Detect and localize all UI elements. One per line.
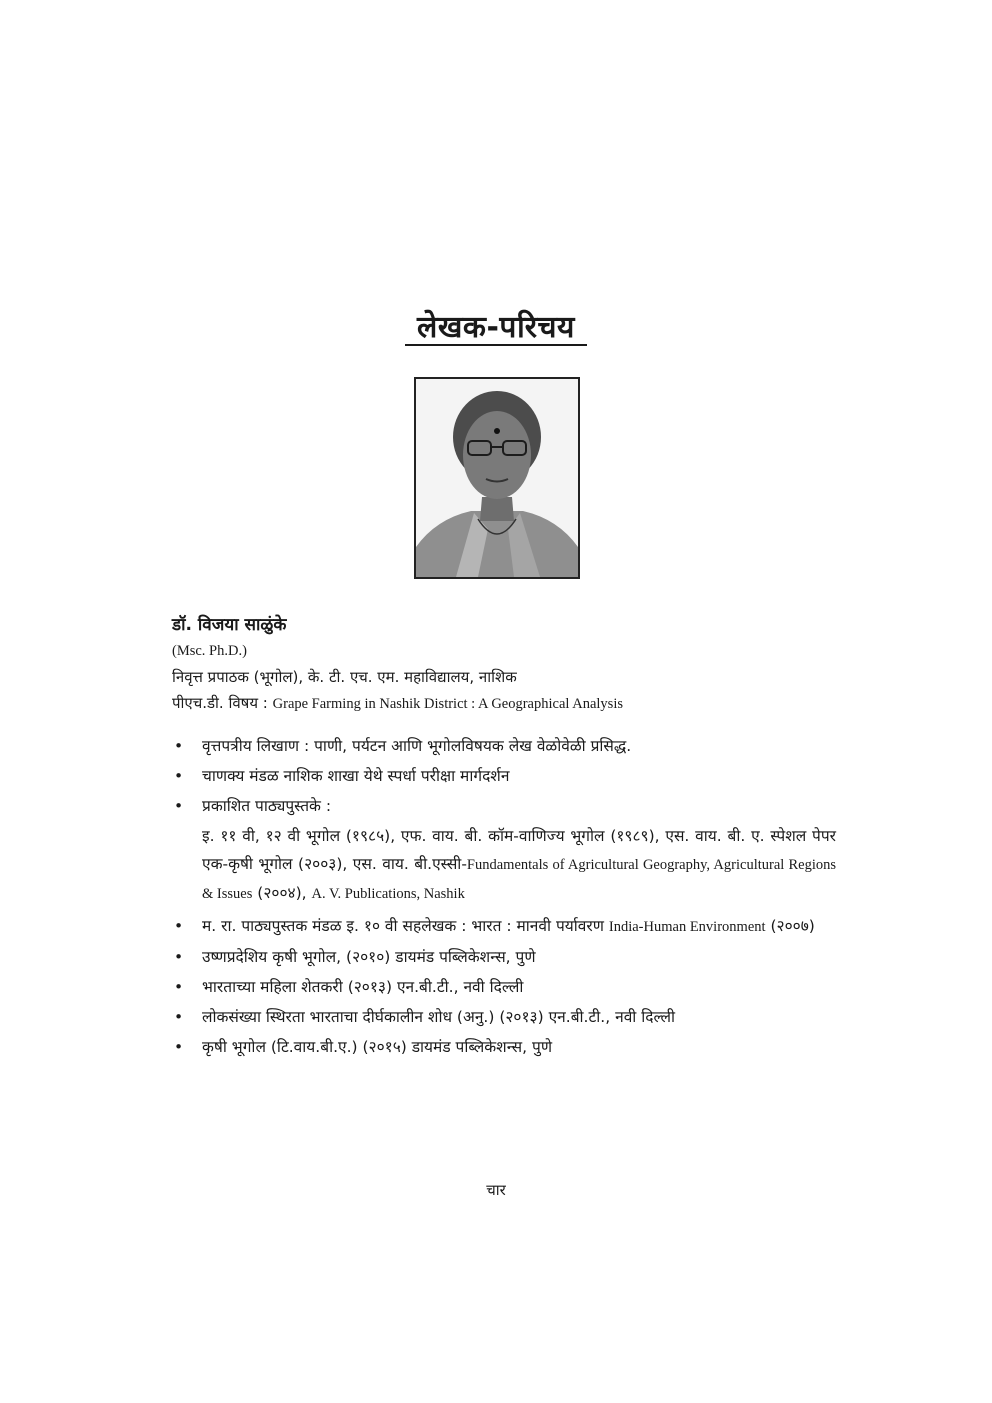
list-item <box>172 912 836 941</box>
author-portrait-icon <box>416 379 578 577</box>
page-title: लेखक-परिचय <box>417 310 575 345</box>
list-item: • कृषी भूगोल (टि.वाय.बी.ए.) (२०१५) डायमंड पब्लिकेशन्स, पुणे <box>172 1033 836 1061</box>
coauthor-text: म. रा. पाठ्यपुस्तक मंडळ इ. १० वी सहलेखक : भारत : मानवी पर्यावरण <box>202 917 604 935</box>
list-item: • लोकसंख्या स्थिरता भारताचा दीर्घकालीन शोध (अनु.) (२०१३) एन.बी.टी., नवी दिल्ली <box>172 1003 836 1031</box>
author-name: डॉ. विजया साळुंके <box>172 615 287 635</box>
textbooks-publisher: A. V. Publications, Nashik <box>311 886 465 902</box>
author-position: निवृत्त प्रपाठक (भूगोल), के. टी. एच. एम. महाविद्यालय, नाशिक <box>172 668 517 686</box>
author-achievements-list <box>172 732 836 1063</box>
textbooks-year: (२००४), <box>257 884 307 902</box>
list-item: • वृत्तपत्रीय लिखाण : पाणी, पर्यटन आणि भूगोलविषयक लेख वेळोवेळी प्रसिद्ध. <box>172 732 836 760</box>
textbooks-english-title: Fundamentals of Agricultural Geography, Agricultural Regions & Issues <box>202 857 836 902</box>
list-item: • उष्णप्रदेशिय कृषी भूगोल, (२०१०) डायमंड पब्लिकेशन्स, पुणे <box>172 943 836 971</box>
textbooks-marathi: इ. ११ वी, १२ वी भूगोल (१९८५), एफ. वाय. बी. कॉम-वाणिज्य भूगोल (१९८९), एस. वाय. बी. ए. स्पेशल पेपर एक-कृषी भूगोल (२००३), एस. वाय. बी.एस्सी- <box>202 827 836 873</box>
published-textbooks-detail <box>172 822 836 908</box>
coauthor-year: (२००७) <box>770 917 815 935</box>
list-item: • चाणक्य मंडळ नाशिक शाखा येथे स्पर्धा परीक्षा मार्गदर्शन <box>172 762 836 790</box>
phd-topic-line <box>172 690 836 717</box>
title-underline <box>405 344 587 346</box>
author-portrait-photo <box>414 377 580 579</box>
phd-topic: Grape Farming in Nashik District : A Geographical Analysis <box>272 696 623 712</box>
coauthor-english: India-Human Environment <box>608 919 766 935</box>
list-item: • प्रकाशित पाठ्यपुस्तके : <box>172 792 836 820</box>
phd-label: पीएच.डी. विषय : <box>172 694 268 712</box>
author-details <box>172 612 836 717</box>
list-item: • भारताच्या महिला शेतकरी (२०१३) एन.बी.टी., नवी दिल्ली <box>172 973 836 1001</box>
author-degree: (Msc. Ph.D.) <box>172 643 247 659</box>
page-number: चार <box>486 1181 506 1199</box>
